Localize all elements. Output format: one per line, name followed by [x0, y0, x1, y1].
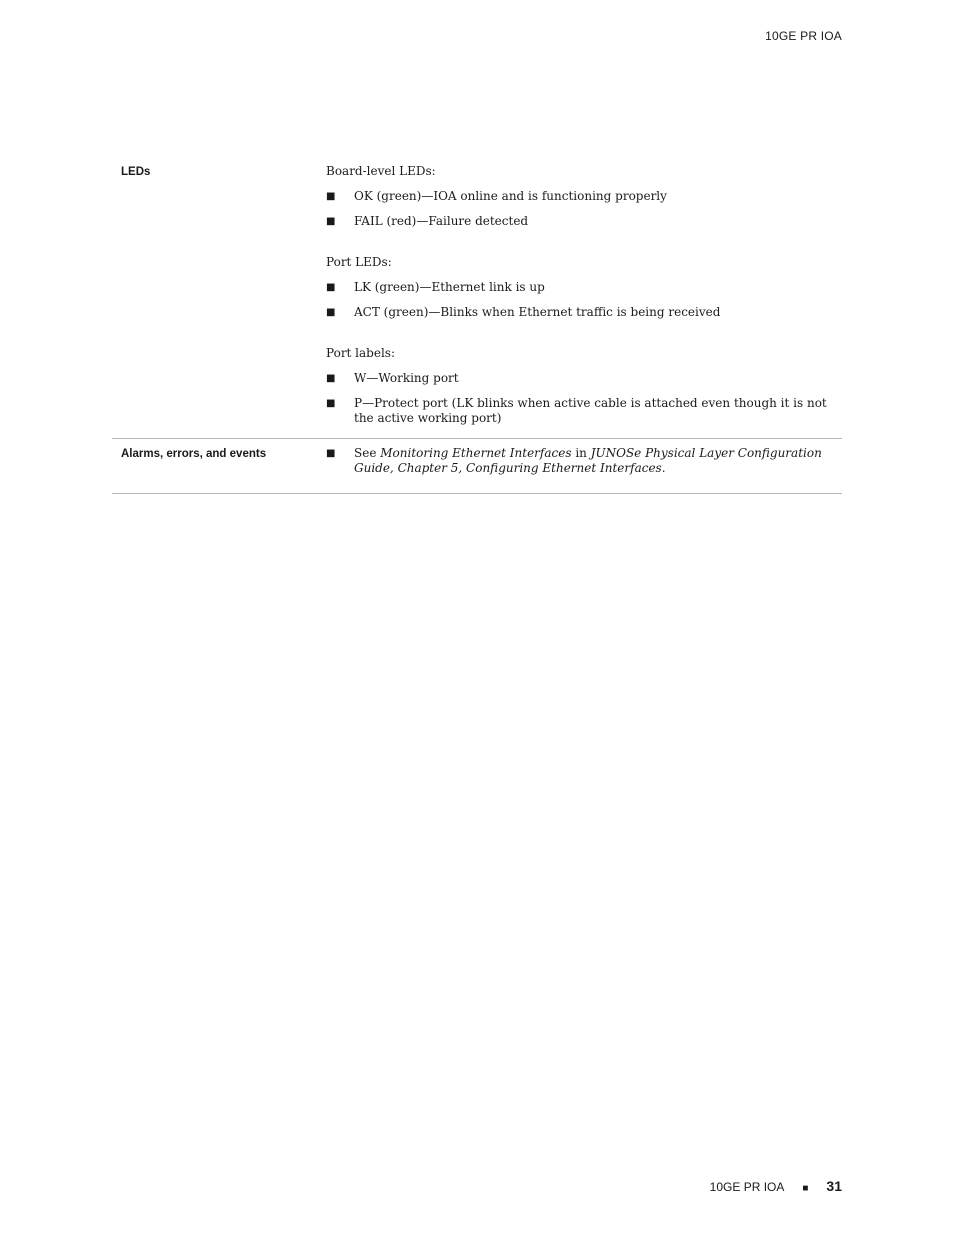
bullet-square-icon: ■ [326, 448, 336, 459]
list-item [326, 396, 834, 426]
bullet-square-icon: ■ [326, 216, 336, 227]
list-item [326, 214, 834, 229]
bullet-square-icon: ■ [326, 398, 336, 409]
cross-reference [354, 446, 834, 476]
bullet-square-icon: ■ [326, 282, 336, 293]
reference-guide-link[interactable]: JUNOSe Physical Layer Configuration Guide, Chapter 5, Configuring Ethernet Interfaces [354, 446, 822, 475]
reference-prefix: See [354, 446, 381, 460]
board-level-leds-group [326, 164, 834, 229]
reference-topic-link[interactable]: Monitoring Ethernet Interfaces [380, 446, 572, 460]
row-label: LEDs [121, 166, 151, 178]
list-item-text: OK (green)—IOA online and is functioning properly [354, 189, 667, 203]
group-title: Board-level LEDs: [326, 164, 436, 178]
port-leds-group [326, 255, 834, 320]
row-content [326, 164, 842, 426]
group-title: Port labels: [326, 346, 395, 360]
row-content [326, 446, 842, 476]
table-row-alarms [112, 439, 842, 494]
page-number: 31 [826, 1178, 842, 1194]
bullet-square-icon: ■ [326, 307, 336, 318]
table-row-leds [112, 158, 842, 439]
list-item [326, 446, 834, 476]
spec-table [112, 158, 842, 494]
list-item-text: W—Working port [354, 371, 459, 385]
footer-separator-icon: ■ [802, 1183, 809, 1194]
list-item-text: LK (green)—Ethernet link is up [354, 280, 545, 294]
running-header: 10GE PR IOA [765, 29, 842, 43]
list-item [326, 280, 834, 295]
footer-title: 10GE PR IOA [709, 1180, 785, 1194]
list-item [326, 189, 834, 204]
reference-joiner: in [571, 446, 591, 460]
list-item [326, 305, 834, 320]
group-title: Port LEDs: [326, 255, 392, 269]
list-item-text: ACT (green)—Blinks when Ethernet traffic is being received [354, 305, 721, 319]
port-labels-group [326, 346, 834, 426]
bullet-square-icon: ■ [326, 191, 336, 202]
reference-suffix: . [661, 461, 666, 475]
bullet-square-icon: ■ [326, 373, 336, 384]
row-label: Alarms, errors, and events [121, 448, 267, 460]
list-item [326, 371, 834, 386]
list-item-text: FAIL (red)—Failure detected [354, 214, 529, 228]
list-item-text: P—Protect port (LK blinks when active cable is attached even though it is not the active working port) [354, 396, 827, 425]
running-footer [710, 1178, 842, 1194]
